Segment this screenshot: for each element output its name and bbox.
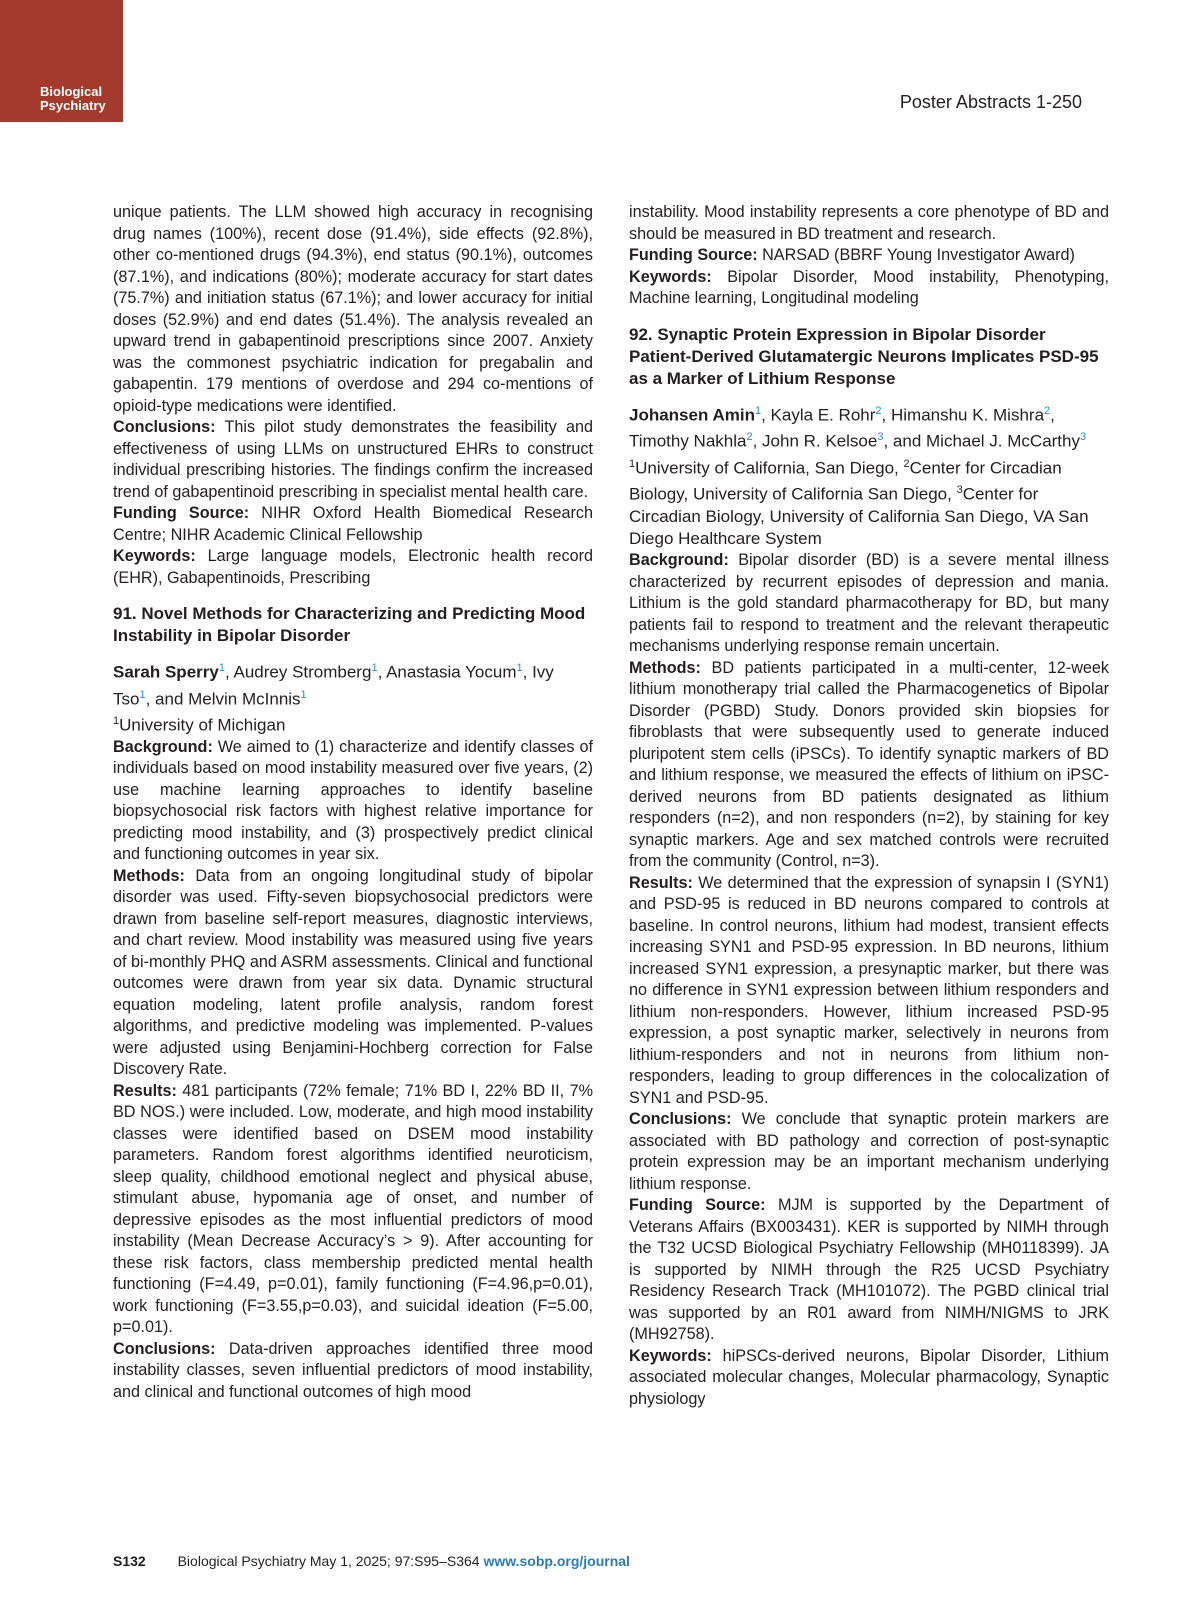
abstract-91-background bbox=[113, 737, 593, 866]
methods-label: Methods: bbox=[629, 658, 701, 677]
author-affil-ref: 2 bbox=[746, 431, 753, 444]
abstract-92-methods bbox=[629, 658, 1109, 873]
left-column bbox=[113, 202, 593, 1403]
affil-number: 1 bbox=[629, 457, 636, 470]
abstract-91-funding bbox=[629, 245, 1109, 267]
keywords-text: Bipolar Disorder, Mood instability, Phenotyping, Machine learning, Longitudinal modeling bbox=[629, 267, 1109, 307]
author: , Timothy Nakhla bbox=[629, 405, 1055, 451]
previous-abstract-funding bbox=[113, 503, 593, 546]
methods-text: Data from an ongoing longitudinal study of bipolar disorder was used. Fifty-seven biopsychosocial predictors were drawn from baseline self-report measures, diagnostic interviews, and chart review. Mood instability was measured using five years of bi-monthly PHQ and ASRM assessments. Clinical and functional outcomes were drawn from year six data. Dynamic structural equation modeling, latent profile analysis, random forest algorithms, and predictive modeling was implemented. P-values were adjusted using Benjamini-Hochberg correction for False Discovery Rate. bbox=[113, 866, 593, 1079]
keywords-label: Keywords: bbox=[113, 547, 196, 565]
abstract-91-methods bbox=[113, 866, 593, 1081]
author-affil-ref: 3 bbox=[877, 431, 884, 444]
presenting-author: Johansen Amin bbox=[629, 405, 755, 425]
conclusions-label: Conclusions: bbox=[113, 1339, 216, 1358]
results-text: We determined that the expression of synapsin I (SYN1) and PSD-95 is reduced in BD neurons compared to controls at baseline. In control neurons, lithium had modest, transient effects increasing SYN1 and PSD-95 expression. In BD neurons, lithium increased SYN1 expression, a presynaptic marker, but there was no difference in SYN1 expression between lithium responders and lithium non-responders. However, lithium increased PSD-95 expression, a post synaptic marker, selectively in neurons from lithium-responders and not in neurons from lithium non-responders, leading to group differences in the colocalization of SYN1 and PSD-95. bbox=[629, 873, 1109, 1107]
abstract-92-results bbox=[629, 873, 1109, 1110]
author-affil-ref: 3 bbox=[1079, 431, 1087, 444]
brand-line-2: Psychiatry bbox=[40, 98, 106, 113]
abstract-91-affiliation bbox=[113, 710, 593, 737]
background-label: Background: bbox=[629, 551, 729, 570]
background-text: Bipolar disorder (BD) is a severe mental illness characterized by recurrent episodes of depression and mania. Lithium is the gold standard pharmacotherapy for BD, but many patients fail to respond to treatment and the relevant therapeutic mechanisms underlying response remain uncertain. bbox=[629, 551, 1109, 656]
affil-number: 2 bbox=[903, 457, 910, 470]
conclusions-text: This pilot study demonstrates the feasibility and effectiveness of using LLMs on unstructured EHRs to construct individual prescribing histories. The findings confirm the increased trend of gabapentinoid prescribing in specialist mental health care. bbox=[113, 418, 593, 501]
abstract-92-funding bbox=[629, 1195, 1109, 1346]
abstract-92-title: 92. Synaptic Protein Expression in Bipolar Disorder Patient-Derived Glutamatergic Neurons Implicates PSD-95 as a Marker of Lithium Response bbox=[629, 324, 1099, 388]
affil-number: 1 bbox=[113, 715, 120, 728]
funding-text: NARSAD (BBRF Young Investigator Award) bbox=[757, 246, 1075, 264]
background-label: Background: bbox=[113, 737, 213, 756]
previous-abstract-keywords bbox=[113, 546, 593, 589]
funding-text: MJM is supported by the Department of Veterans Affairs (BX003431). KER is supported by NIMH through the T32 UCSD Biological Psychiatry Fellowship (MH0118399). JA is supported by NIMH through the R25 UCSD Psychiatry Residency Research Track (MH101072). The PGBD clinical trial was supported by an R01 award from NIMH/NIGMS to JRK (MH92758). bbox=[629, 1196, 1109, 1344]
methods-label: Methods: bbox=[113, 866, 185, 885]
abstract-92-conclusions bbox=[629, 1109, 1109, 1195]
page-footer bbox=[113, 1553, 630, 1569]
keywords-label: Keywords: bbox=[629, 267, 712, 286]
affil-text: University of Michigan bbox=[119, 715, 286, 735]
brand-line-1: Biological bbox=[40, 84, 103, 99]
author-affil-ref: 1 bbox=[139, 688, 146, 701]
results-text: 481 participants (72% female; 71% BD I, 22% BD II, 7% BD NOS.) were included. Low, moderate, and high mood instability classes were identified based on DSEM mood instability parameters. Random forest algorithms identified neuroticism, sleep quality, childhood emotional neglect and physical abuse, stimulant abuse, hypomania age of onset, and number of depressive episodes as the most influential predictors of mood instability (Mean Decrease Accuracy’s > 9). After accounting for these risk factors, class membership predicted mental health functioning (F=4.49, p=0.01), family functioning (F=4.96,p=0.01), work functioning (F=3.55,p=0.03), and suicidal ideation (F=5.00, p=0.01). bbox=[113, 1081, 593, 1337]
funding-label: Funding Source: bbox=[629, 1196, 766, 1215]
affil-text: Center for Circadian Biology, University of California San Diego, VA San Diego Healthcare System bbox=[629, 485, 1089, 549]
previous-abstract-results: unique patients. The LLM showed high accuracy in recognising drug names (100%), recent dose (91.4%), side effects (92.8%), other co-mentioned drugs (94.3%), end status (90.1%), outcomes (87.1%), and indications (80%); moderate accuracy for start dates (75.7%) and initiation status (67.1%); and lower accuracy for initial doses (52.9%) and end dates (51.4%). The analysis revealed an upward trend in gabapentinoid prescriptions since 2007. Anxiety was the commonest psychiatric indication for pregabalin and gabapentin. 179 mentions of overdose and 294 co-mentions of opioid-type medications were identified. bbox=[113, 203, 593, 415]
abstract-91-conclusions-cont: instability. Mood instability represents a core phenotype of BD and should be measured in BD treatment and research. bbox=[629, 203, 1109, 243]
author-affil-ref: 1 bbox=[516, 662, 523, 674]
abstract-92-affiliations bbox=[629, 453, 1109, 550]
author: , Ivy Tso bbox=[113, 662, 554, 709]
funding-label: Funding Source: bbox=[113, 504, 250, 522]
author: , and Michael J. McCarthy bbox=[883, 431, 1080, 451]
keywords-text: Large language models, Electronic health record (EHR), Gabapentinoids, Prescribing bbox=[113, 547, 593, 587]
abstract-91-conclusions bbox=[113, 1339, 593, 1404]
author-affil-ref: 2 bbox=[875, 404, 882, 417]
funding-text: NIHR Oxford Health Biomedical Research Centre; NIHR Academic Clinical Fellowship bbox=[113, 504, 593, 544]
presenting-author: Sarah Sperry bbox=[113, 662, 219, 682]
author-affil-ref: 2 bbox=[1044, 404, 1051, 417]
affil-text: University of California, San Diego, bbox=[635, 458, 904, 478]
abstract-91-title: 91. Novel Methods for Characterizing and Predicting Mood Instability in Bipolar Disorder bbox=[113, 604, 586, 645]
abstract-91-keywords bbox=[629, 267, 1109, 310]
abstract-92-background bbox=[629, 550, 1109, 658]
conclusions-text: We conclude that synaptic protein markers are associated with BD pathology and correction of post-synaptic protein expression may be an important mechanism underlying lithium response. bbox=[629, 1110, 1109, 1193]
author-affil-ref: 1 bbox=[218, 662, 225, 674]
abstract-92-authors bbox=[629, 400, 1109, 453]
author-affil-ref: 1 bbox=[300, 688, 307, 701]
previous-abstract-conclusions bbox=[113, 417, 593, 503]
page-number: S132 bbox=[113, 1553, 146, 1569]
conclusions-label: Conclusions: bbox=[629, 1110, 732, 1129]
author: , and Melvin McInnis bbox=[145, 689, 301, 709]
conclusions-text: Data-driven approaches identified three mood instability classes, seven influential predictors of mood instability, and clinical and functional outcomes of high mood bbox=[113, 1339, 593, 1401]
author: , John R. Kelsoe bbox=[752, 431, 878, 451]
journal-url-link[interactable]: www.sobp.org/journal bbox=[483, 1553, 630, 1569]
author: , Kayla E. Rohr bbox=[761, 405, 876, 425]
background-text: We aimed to (1) characterize and identify classes of individuals based on mood instability measured over five years, (2) use machine learning approaches to identify baseline biopsychosocial risk factors with highest relative importance for predicting mood instability, and (3) prospectively predict clinical and functioning outcomes in year six. bbox=[113, 737, 593, 864]
section-title: Poster Abstracts 1-250 bbox=[899, 92, 1082, 112]
abstract-92-keywords bbox=[629, 1346, 1109, 1411]
journal-logo-block bbox=[0, 0, 123, 122]
results-label: Results: bbox=[113, 1081, 177, 1100]
keywords-text: hiPSCs-derived neurons, Bipolar Disorder, Lithium associated molecular changes, Molecular pharmacology, Synaptic physiology bbox=[629, 1346, 1109, 1408]
author-affil-ref: 1 bbox=[754, 404, 762, 417]
author: , Himanshu K. Mishra bbox=[881, 405, 1045, 425]
affil-number: 3 bbox=[956, 484, 963, 497]
methods-text: BD patients participated in a multi-center, 12-week lithium monotherapy trial called the Pharmacogenetics of Bipolar Disorder (PGBD) Study. Donors provided skin biopsies for fibroblasts that were subsequently used to generate induced pluripotent stem cells (iPSCs). To identify synaptic markers of BD and lithium response, we measured the effects of lithium on iPSC-derived neurons from BD patients designated as lithium responders (n=2), and non responders (n=2), by staining for key synaptic markers. Age and sex matched controls were recruited from the community (Control, n=3). bbox=[629, 658, 1109, 871]
abstract-91-results bbox=[113, 1081, 593, 1339]
journal-citation: Biological Psychiatry May 1, 2025; 97:S95–S364 bbox=[177, 1553, 484, 1569]
affil-text: Center for Circadian Biology, University of California San Diego, bbox=[629, 458, 1062, 505]
author: , Anastasia Yocum bbox=[377, 662, 517, 682]
keywords-label: Keywords: bbox=[629, 1346, 712, 1365]
author-affil-ref: 1 bbox=[371, 662, 378, 674]
results-label: Results: bbox=[629, 873, 693, 892]
right-column bbox=[629, 202, 1109, 1410]
abstract-91-authors bbox=[113, 657, 593, 710]
conclusions-label: Conclusions: bbox=[113, 418, 216, 436]
author: , Audrey Stromberg bbox=[224, 662, 372, 682]
funding-label: Funding Source: bbox=[629, 246, 758, 264]
